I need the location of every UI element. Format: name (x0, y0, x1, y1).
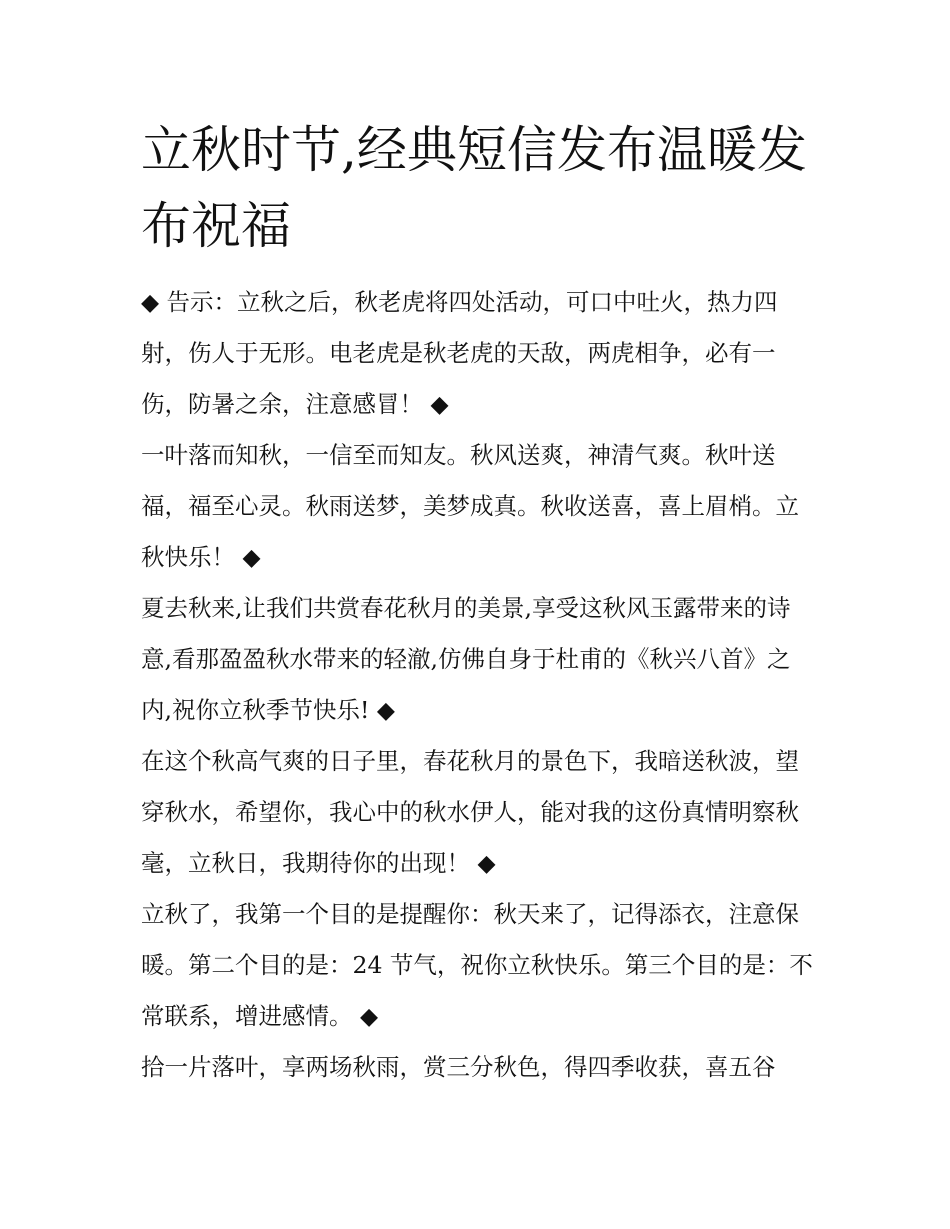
paragraph-notice: ◆ 告示：立秋之后，秋老虎将四处活动，可口中吐火，热力四射，伤人于无形。电老虎是秋老虎的天敌，两虎相争，必有一伤，防暑之余，注意感冒！ ◆ (141, 288, 778, 418)
paragraph-autumn-waves: 在这个秋高气爽的日子里，春花秋月的景色下，我暗送秋波，望穿秋水，希望你，我心中的秋水伊人，能对我的这份真情明察秋毫，立秋日，我期待你的出现！ ◆ (141, 747, 799, 877)
paragraph-leaf: 一叶落而知秋，一信至而知友。秋风送爽，神清气爽。秋叶送福，福至心灵。秋雨送梦，美梦成真。秋收送喜，喜上眉梢。立秋快乐！ ◆ (141, 441, 799, 571)
document-title: 立秋时节,经典短信发布温暖发布祝福 (141, 121, 807, 255)
paragraph-summer-autumn: 夏去秋来,让我们共赏春花秋月的美景,享受这秋风玉露带来的诗意,看那盈盈秋水带来的轻澈,仿佛自身于杜甫的《秋兴八首》之内,祝你立秋季节快乐! ◆ (141, 594, 791, 724)
paragraph-fallen-leaf: 拾一片落叶，享两场秋雨，赏三分秋色，得四季收获，喜五谷 (141, 1053, 776, 1081)
paragraph-three-purposes: 立秋了，我第一个目的是提醒你：秋天来了，记得添衣，注意保暖。第二个目的是：24 节气，祝你立秋快乐。第三个目的是：不常联系，增进感情。 ◆ (141, 900, 813, 1030)
document-body (141, 277, 813, 1093)
